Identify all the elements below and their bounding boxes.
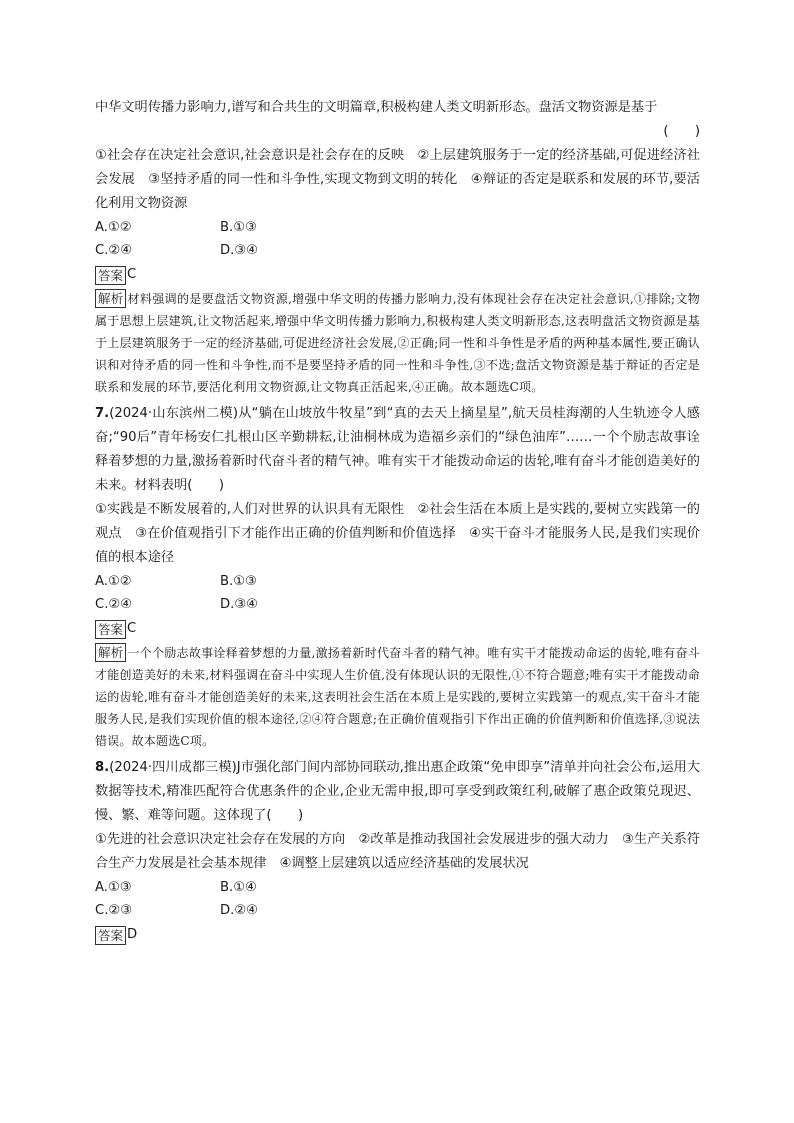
question-7-stem bbox=[95, 402, 700, 498]
question-6-bracket: ( ) bbox=[663, 124, 700, 139]
question-7 bbox=[95, 402, 700, 752]
question-number: 8. bbox=[95, 760, 110, 775]
question-8 bbox=[95, 756, 700, 946]
question-7-statements: ①实践是不断发展着的,人们对世界的认识具有无限性 ②社会生活在本质上是实践的,要树立实践第一的观点 ③在价值观指引下才能作出正确的价值判断和价值选择 ④实干奋斗才能服务人民,是我们实现价值的根本途径 bbox=[95, 502, 700, 565]
question-6-options bbox=[95, 216, 395, 262]
answer-value: C bbox=[127, 621, 137, 636]
answer-value: D bbox=[127, 927, 138, 942]
option-a[interactable]: A.①② bbox=[95, 574, 132, 589]
option-b[interactable]: B.①④ bbox=[220, 880, 257, 895]
answer-tag: 答案 bbox=[95, 266, 126, 285]
answer-tag: 答案 bbox=[95, 620, 126, 639]
option-a[interactable]: A.①③ bbox=[95, 880, 132, 895]
answer-tag: 答案 bbox=[95, 926, 126, 945]
analysis-text: 一个个励志故事诠释着梦想的力量,激扬着新时代奋斗者的精气神。唯有实干才能拨动命运的齿轮,唯有奋斗才能创造美好的未来,材料强调在奋斗中实现人生价值,没有体现认识的无限性,①不符合题意;唯有实干才能拨动命运的齿轮,唯有奋斗才能创造美好的未来,这表明社会生活在本质上是实践的,要树立实践第一的观点,实干奋斗才能服务人民,是我们实现价值的根本途径,②④符合题意;在正确价值观指引下作出正确的价值判断和价值选择,③说法错误。故本题选C项。 bbox=[95, 646, 700, 748]
question-8-stem bbox=[95, 756, 700, 828]
question-6-answer bbox=[95, 264, 700, 286]
option-c[interactable]: C.②④ bbox=[95, 597, 133, 612]
option-d[interactable]: D.③④ bbox=[220, 597, 258, 612]
option-c[interactable]: C.②③ bbox=[95, 903, 133, 918]
analysis-text: 材料强调的是要盘活文物资源,增强中华文明的传播力影响力,没有体现社会存在决定社会意识,①排除;文物属于思想上层建筑,让文物活起来,增强中华文明传播力影响力,积极构建人类文明新形态,这表明盘活文物资源是基于上层建筑服务于一定的经济基础,可促进经济社会发展,②正确;同一性和斗争性是矛盾的两种基本属性,要正确认识和对待矛盾的同一性和斗争性,而不是要坚持矛盾的同一性和斗争性,③不选;盘活文物资源是基于辩证的否定是联系和发展的环节,要活化利用文物资源,让文物真正活起来,④正确。故本题选C项。 bbox=[95, 292, 700, 394]
option-a[interactable]: A.①② bbox=[95, 220, 132, 235]
question-7-options bbox=[95, 570, 395, 616]
option-d[interactable]: D.③④ bbox=[220, 243, 258, 258]
question-number: 7. bbox=[95, 406, 110, 421]
question-7-answer bbox=[95, 618, 700, 640]
option-b[interactable]: B.①③ bbox=[220, 220, 257, 235]
question-8-statements: ①先进的社会意识决定社会存在发展的方向 ②改革是推动我国社会发展进步的强大动力 ③生产关系符合生产力发展是社会基本规律 ④调整上层建筑以适应经济基础的发展状况 bbox=[95, 832, 700, 871]
question-6 bbox=[95, 96, 700, 398]
page-content bbox=[95, 96, 700, 946]
analysis-tag: 解析 bbox=[95, 643, 126, 662]
question-8-answer bbox=[95, 924, 700, 946]
question-6-stem: 中华文明传播力影响力,谱写和合共生的文明篇章,积极构建人类文明新形态。盘活文物资源是基于 bbox=[95, 100, 658, 115]
question-6-statements: ①社会存在决定社会意识,社会意识是社会存在的反映 ②上层建筑服务于一定的经济基础,可促进经济社会发展 ③坚持矛盾的同一性和斗争性,实现文物到文明的转化 ④辩证的否定是联系和发展的环节,要活化利用文物资源 bbox=[95, 148, 700, 211]
option-b[interactable]: B.①③ bbox=[220, 574, 257, 589]
analysis-tag: 解析 bbox=[95, 289, 126, 308]
question-text: (2024·四川成都三模)J市强化部门间内部协同联动,推出惠企政策“免申即享”清单并向社会公布,运用大数据等技术,精准匹配符合优惠条件的企业,企业无需申报,即可享受到政策红利,破解了惠企政策兑现迟、慢、繁、难等问题。这体现了( ) bbox=[95, 760, 700, 823]
option-c[interactable]: C.②④ bbox=[95, 243, 133, 258]
option-d[interactable]: D.②④ bbox=[220, 903, 258, 918]
answer-value: C bbox=[127, 267, 137, 282]
question-text: (2024·山东滨州二模)从“躺在山坡放牛牧星”到“真的去天上摘星星”,航天员桂海潮的人生轨迹令人感奋;“90后”青年杨安仁扎根山区辛勤耕耘,让油桐林成为造福乡亲们的“绿色油库”……一个个励志故事诠释着梦想的力量,激扬着新时代奋斗者的精气神。唯有实干才能拨动命运的齿轮,唯有奋斗才能创造美好的未来。材料表明( ) bbox=[95, 406, 700, 493]
question-7-analysis bbox=[95, 642, 700, 752]
question-6-analysis bbox=[95, 288, 700, 398]
question-8-options bbox=[95, 876, 395, 922]
